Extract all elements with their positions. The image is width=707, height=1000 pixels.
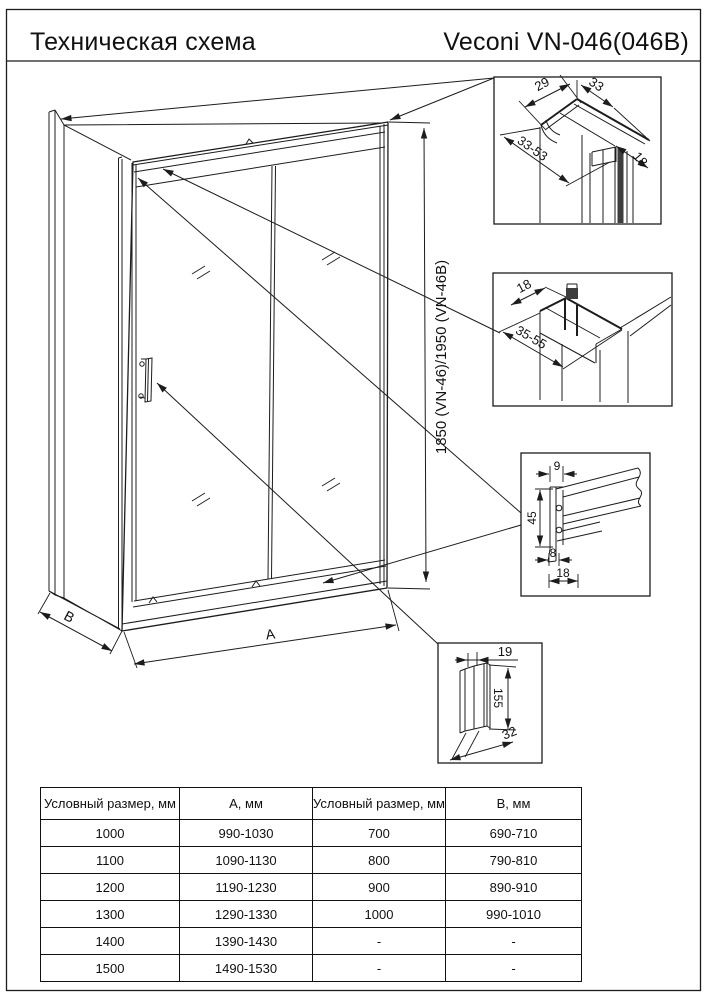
dim-label-33-53: 33-53 [514,132,551,164]
table-cell: 990-1030 [180,820,313,847]
dim-label-width-a: A [264,625,277,643]
dim-label-height: 1850 (VN-46)/1950 (VN-46B) [433,259,450,455]
table-header-cell: А, мм [180,788,313,820]
product-name: Veconi VN-046(046B) [443,28,689,56]
table-cell: - [313,928,446,955]
detail-box-bottom-rail [493,273,672,406]
detail-box-top-track [494,74,661,224]
table-cell: 1500 [41,955,180,982]
detail-box-wall-profile [521,453,650,596]
dim-label-33: 33 [586,73,607,95]
table-cell: 1200 [41,874,180,901]
bottom-rail-profile [540,284,671,403]
table-cell: 1000 [313,901,446,928]
wall-profile-section [548,468,642,562]
table-cell: 1490-1530 [180,955,313,982]
dim-label-18-wall: 18 [556,566,570,580]
dim-label-35-55: 35-55 [513,322,550,352]
wall-profile-dimensions [525,459,578,588]
dim-label-9: 9 [553,459,561,473]
dim-label-18-bottom: 18 [513,276,534,297]
table-cell: - [313,955,446,982]
table-header-cell: Условный размер, мм [313,788,446,820]
table-cell: 1100 [41,847,180,874]
table-cell: 890-910 [446,874,582,901]
handle-profile [460,663,490,733]
dim-label-32: 32 [499,723,519,743]
leader-lines [61,78,521,644]
table-cell: 790-810 [446,847,582,874]
dim-label-155: 155 [491,687,505,709]
table-row [41,928,582,955]
table-cell: 900 [313,874,446,901]
dim-label-29: 29 [531,74,552,95]
table-cell: 1090-1130 [180,847,313,874]
table-row [41,901,582,928]
dim-label-18-top: 18 [630,148,651,170]
table-cell: 1190-1230 [180,874,313,901]
table-cell: 990-1010 [446,901,582,928]
dim-label-19: 19 [497,644,513,659]
size-table [40,787,582,982]
table-row [41,820,582,847]
main-drawing [38,78,521,668]
table-header-row [41,788,582,820]
table-cell: - [446,928,582,955]
table-cell: 1300 [41,901,180,928]
page-title: Техническая схема [30,28,256,56]
dim-label-8: 8 [549,546,557,560]
top-track-dimensions [500,74,651,186]
table-cell: 700 [313,820,446,847]
table-row [41,874,582,901]
table-cell: 1400 [41,928,180,955]
side-wall-panel [49,110,382,631]
door-handle [139,358,152,402]
table-cell: - [446,955,582,982]
table-cell: 1390-1430 [180,928,313,955]
table-header-cell: Условный размер, мм [41,788,180,820]
table-cell: 690-710 [446,820,582,847]
dim-label-45: 45 [525,511,539,525]
table-cell: 1290-1330 [180,901,313,928]
bottom-rail-dimensions [499,276,622,369]
table-cell: 800 [313,847,446,874]
table-row [41,847,582,874]
detail-box-handle [438,643,542,763]
table-row [41,955,582,982]
table-header-cell: В, мм [446,788,582,820]
dim-label-depth-b: B [61,607,78,626]
table-cell: 1000 [41,820,180,847]
